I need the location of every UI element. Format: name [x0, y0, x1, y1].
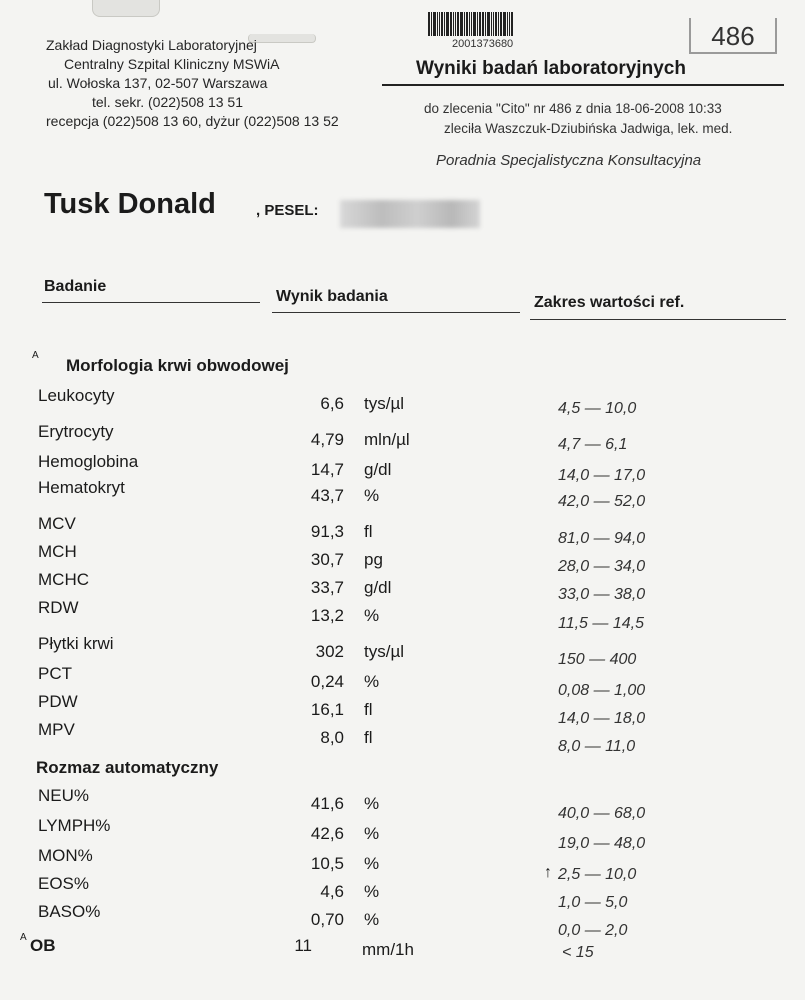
result-unit: tys/µl [364, 642, 405, 661]
result-ref-ob: < 15 [562, 944, 594, 961]
result-value: 302 [315, 642, 344, 661]
result-value: 30,7 [310, 550, 344, 569]
clinic-name: Poradnia Specjalistyczna Konsultacyjna [436, 152, 702, 169]
barcode [428, 12, 532, 36]
result-unit: % [364, 672, 380, 691]
result-unit: fl [364, 728, 373, 747]
result-name: MCH [38, 542, 77, 561]
result-reference-range: 19,0 — 48,0 [558, 835, 646, 852]
result-unit: fl [364, 522, 373, 541]
result-value: 4,79 [310, 430, 344, 449]
column-header-reference: Zakres wartości ref. [534, 294, 685, 311]
order-info [424, 99, 732, 139]
column-underline [272, 312, 520, 313]
result-reference-range: 2,5 — 10,0 [558, 866, 637, 883]
patient-name: Tusk Donald [44, 188, 216, 220]
result-value: 16,1 [310, 700, 344, 719]
barcode-number: 2001373680 [452, 38, 514, 50]
institution-line: tel. sekr. (022)508 13 51 [92, 94, 243, 110]
result-name: Leukocyty [38, 386, 115, 405]
result-value: 42,6 [310, 824, 344, 843]
result-value: 43,7 [310, 486, 344, 505]
result-unit: % [364, 486, 380, 505]
result-name: NEU% [38, 786, 90, 805]
result-name: MPV [38, 720, 75, 739]
result-reference-range: 8,0 — 11,0 [558, 738, 636, 755]
result-name: LYMPH% [38, 816, 111, 835]
result-name: RDW [38, 598, 79, 617]
result-reference-range: 40,0 — 68,0 [558, 805, 646, 822]
result-reference-range: 11,5 — 14,5 [558, 615, 644, 632]
result-name: EOS% [38, 874, 90, 893]
column-underline [530, 319, 786, 320]
result-unit: fl [364, 700, 373, 719]
result-name-ob: OB [30, 936, 56, 955]
order-info-line: do zlecenia "Cito" nr 486 z dnia 18-06-2008 10:33 [424, 101, 722, 116]
result-value: 33,7 [310, 578, 344, 597]
result-unit: % [364, 910, 380, 929]
order-number-box: 486 [689, 18, 777, 54]
result-name: MCV [38, 514, 76, 533]
result-value: 10,5 [310, 854, 344, 873]
result-unit: % [364, 854, 380, 873]
result-name: BASO% [38, 902, 101, 921]
result-reference-range: 0,0 — 2,0 [558, 922, 628, 939]
result-unit-ob: mm/1h [362, 940, 414, 959]
result-reference-range: 150 — 400 [558, 651, 637, 668]
section-title-smear: Rozmaz automatyczny [36, 758, 219, 777]
result-value: 14,7 [310, 460, 344, 479]
result-reference-range: 1,0 — 5,0 [558, 894, 628, 911]
result-unit: g/dl [364, 460, 392, 479]
result-unit: % [364, 794, 380, 813]
result-reference-range: 42,0 — 52,0 [558, 493, 646, 510]
result-unit: % [364, 882, 380, 901]
result-name: Płytki krwi [38, 634, 114, 653]
result-reference-range: 4,5 — 10,0 [558, 400, 637, 417]
result-reference-range: 0,08 — 1,00 [558, 682, 646, 699]
result-unit: mln/µl [364, 430, 410, 449]
result-value: 13,2 [310, 606, 344, 625]
result-reference-range: 33,0 — 38,0 [558, 586, 646, 603]
section-title-morphology: Morfologia krwi obwodowej [66, 356, 289, 375]
document-title: Wyniki badań laboratoryjnych [416, 58, 686, 79]
result-name: Hematokryt [38, 478, 125, 497]
column-underline [42, 302, 260, 303]
result-value: 0,70 [310, 910, 344, 929]
result-name: Hemoglobina [38, 452, 139, 471]
result-reference-range: 14,0 — 18,0 [558, 710, 646, 727]
column-header-result: Wynik badania [276, 288, 388, 305]
result-unit: pg [364, 550, 383, 569]
order-info-line: zleciła Waszczuk-Dziubińska Jadwiga, lek. med. [444, 121, 733, 136]
pesel-redacted [340, 200, 480, 228]
staple-mark [92, 0, 160, 17]
pesel-label: , PESEL: [256, 202, 319, 219]
result-reference-range: 14,0 — 17,0 [558, 467, 646, 484]
result-unit: tys/µl [364, 394, 405, 413]
result-value: 4,6 [320, 882, 344, 901]
result-reference-range: 28,0 — 34,0 [558, 558, 646, 575]
result-value: 91,3 [310, 522, 344, 541]
institution-line: Zakład Diagnostyki Laboratoryjnej [46, 37, 257, 53]
institution-header [46, 36, 339, 131]
title-underline [382, 84, 784, 86]
result-unit: % [364, 606, 380, 625]
arrow-up-icon: ↑ [544, 864, 552, 881]
ob-marker: A [20, 932, 27, 943]
result-unit: % [364, 824, 380, 843]
result-value: 8,0 [320, 728, 344, 747]
result-name: PCT [38, 664, 72, 683]
result-name: MCHC [38, 570, 89, 589]
result-value: 0,24 [310, 672, 344, 691]
result-reference-range: 4,7 — 6,1 [558, 436, 628, 453]
result-value-ob: 11 [294, 936, 312, 955]
result-name: Erytrocyty [38, 422, 114, 441]
result-name: MON% [38, 846, 93, 865]
result-reference-range: 81,0 — 94,0 [558, 530, 646, 547]
column-header-test: Badanie [44, 278, 107, 295]
result-value: 41,6 [310, 794, 344, 813]
result-unit: g/dl [364, 578, 392, 597]
result-name: PDW [38, 692, 78, 711]
section-marker: A [32, 350, 39, 361]
result-value: 6,6 [320, 394, 344, 413]
institution-line: ul. Wołoska 137, 02-507 Warszawa [48, 75, 268, 91]
institution-line: recepcja (022)508 13 60, dyżur (022)508 13 52 [46, 113, 339, 129]
institution-line: Centralny Szpital Kliniczny MSWiA [64, 56, 280, 72]
